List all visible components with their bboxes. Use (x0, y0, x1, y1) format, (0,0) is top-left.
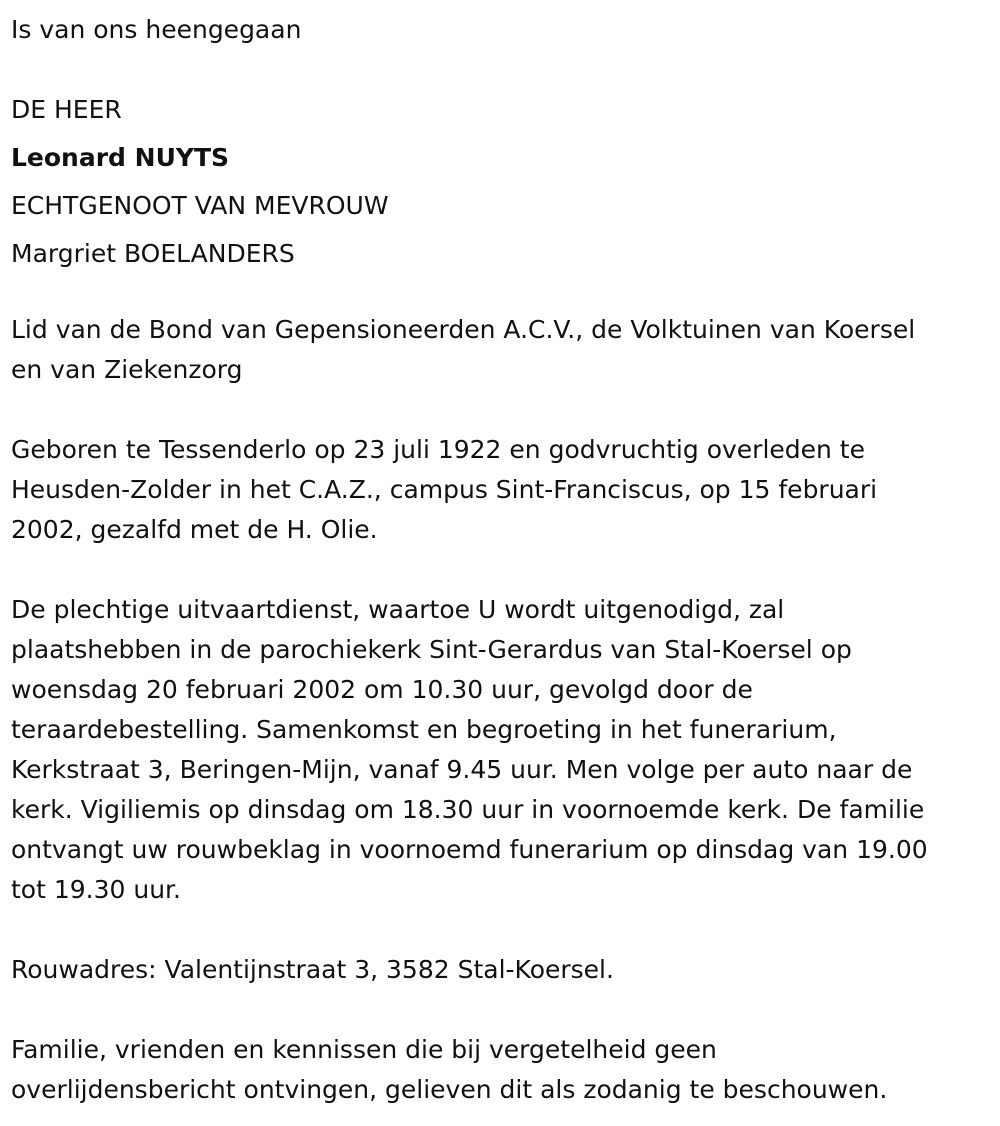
spouse-label: ECHTGENOOT VAN MEVROUW (11, 191, 389, 220)
membership-paragraph (11, 310, 988, 390)
membership-line: en van Ziekenzorg (11, 355, 243, 384)
spouse-name: Margriet BOELANDERS (11, 239, 295, 268)
funeral-line: ontvangt uw rouwbeklag in voornoemd funerarium op dinsdag van 19.00 (11, 835, 928, 864)
spacer (11, 390, 988, 430)
closing-line: Familie, vrienden en kennissen die bij vergetelheid geen (11, 1035, 717, 1064)
funeral-paragraph (11, 590, 988, 910)
intro-text: Is van ons heengegaan (11, 15, 302, 44)
funeral-line: De plechtige uitvaartdienst, waartoe U wordt uitgenodigd, zal (11, 595, 785, 624)
spacer (11, 278, 988, 310)
funeral-line: woensdag 20 februari 2002 om 10.30 uur, gevolgd door de (11, 675, 753, 704)
funeral-line: kerk. Vigiliemis op dinsdag om 18.30 uur in voornoemde kerk. De familie (11, 795, 925, 824)
spacer (11, 990, 988, 1030)
birth-death-paragraph (11, 430, 988, 550)
spacer (11, 550, 988, 590)
funeral-line: Kerkstraat 3, Beringen-Mijn, vanaf 9.45 uur. Men volge per auto naar de (11, 755, 913, 784)
spacer (11, 910, 988, 950)
closing-line: overlijdensbericht ontvingen, gelieven dit als zodanig te beschouwen. (11, 1075, 888, 1104)
funeral-line: tot 19.30 uur. (11, 875, 181, 904)
membership-line: Lid van de Bond van Gepensioneerden A.C.V., de Volktuinen van Koersel (11, 315, 916, 344)
address-paragraph (11, 950, 988, 990)
deceased-name: Leonard NUYTS (11, 143, 230, 172)
mourning-address: Rouwadres: Valentijnstraat 3, 3582 Stal-Koersel. (11, 955, 614, 984)
spacer (11, 54, 988, 86)
birth-death-line: 2002, gezalfd met de H. Olie. (11, 515, 378, 544)
birth-death-line: Geboren te Tessenderlo op 23 juli 1922 en godvruchtig overleden te (11, 435, 865, 464)
honorific-title: DE HEER (11, 95, 122, 124)
closing-paragraph (11, 1030, 988, 1110)
funeral-line: teraardebestelling. Samenkomst en begroeting in het funerarium, (11, 715, 837, 744)
funeral-line: plaatshebben in de parochiekerk Sint-Gerardus van Stal-Koersel op (11, 635, 852, 664)
birth-death-line: Heusden-Zolder in het C.A.Z., campus Sint-Franciscus, op 15 februari (11, 475, 878, 504)
